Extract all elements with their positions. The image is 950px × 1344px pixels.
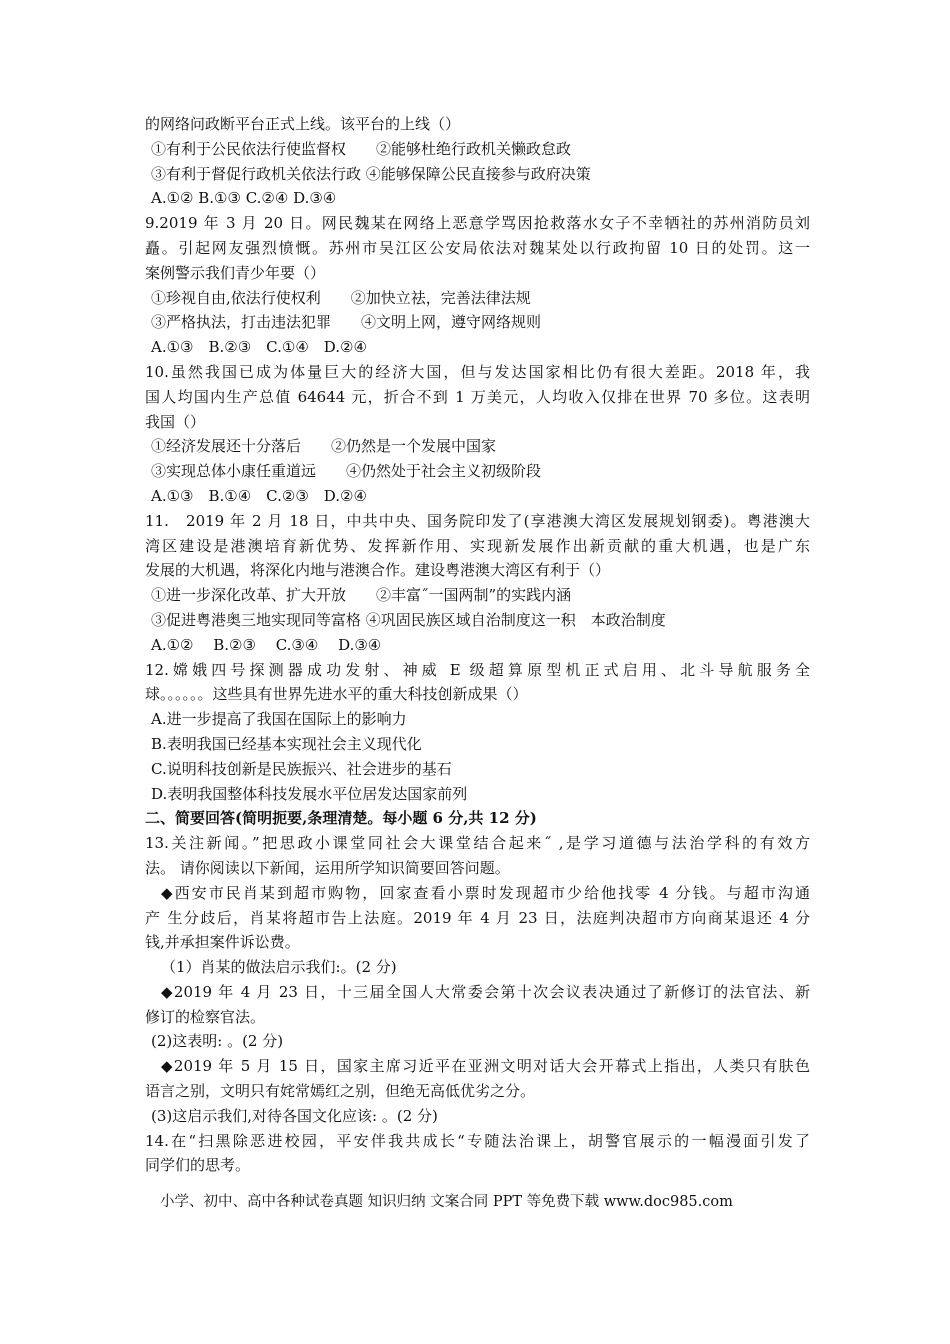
option-a: A.进一步提高了我国在国际上的影响力 bbox=[151, 710, 407, 729]
answer-choices: A.①③ B.①④ C.②③ D.②④ bbox=[151, 486, 367, 505]
answer-choices: A.①② B.①③ C.②④ D.③④ bbox=[151, 189, 337, 208]
text-line: 修订的检察官法。 bbox=[145, 1007, 266, 1026]
question-11: 11. 2019 年 2 月 18 日，中共中央、国务院印发了(享港澳大湾区发展规划钢委)。粤港澳大 bbox=[145, 511, 810, 530]
text-line: 我国（） bbox=[145, 412, 206, 431]
text-line: 矗。引起网友强烈愤慨。苏州市吴江区公安局依法对魏某处以行政拘留 10 日的处罚。这一 bbox=[145, 238, 810, 257]
text-line: 法。 请你阅读以下新闻，运用所学知识简要回答问题。 bbox=[145, 858, 510, 877]
question-9: 9.2019 年 3 月 20 日。网民魏某在网络上恶意学骂因抢救落水女子不幸牺社的苏州消防员刘 bbox=[145, 214, 810, 233]
sub-question: (2)这表明: 。(2 分) bbox=[151, 1032, 284, 1051]
option-line: ①经济发展还十分落后 ②仍然是一个发展中国家 bbox=[151, 437, 497, 456]
option-line: ③有利于督促行政机关依法行政 ④能够保障公民直接参与政府决策 bbox=[151, 164, 591, 183]
text-line: 语言之别，文明只有姹常嫣红之别，但绝无高低优劣之分。 bbox=[145, 1082, 536, 1101]
news-item: ◆2019 年 5 月 15 日，国家主席习近平在亚洲文明对话大会开幕式上指出，人类只有肤色 bbox=[161, 1057, 810, 1076]
text-line: 的网络问政断平台正式上线。该平台的上线（） bbox=[145, 115, 461, 133]
sub-question: （1）肖某的做法启示我们:。(2 分) bbox=[161, 958, 397, 977]
option-line: ①进一步深化改革、扩大开放 ②丰富˝一国两制”的实践内涵 bbox=[151, 586, 572, 605]
text-line: 国人均国内生产总值 64644 元，折合不到 1 万美元，人均收入仅排在世界 70 多位。这表明 bbox=[145, 387, 810, 406]
answer-choices: A.①② B.②③ C.③④ D.③④ bbox=[151, 635, 382, 654]
text-line: 产 生分歧后，肖某将超市告上法庭。2019 年 4 月 23 日，法庭判决超市方向商某退还 4 分 bbox=[145, 908, 810, 927]
question-14: 14.在“扫黑除恶进校园，平安伴我共成长“专随法治课上，胡警官展示的一幅漫面引发了 bbox=[145, 1131, 810, 1150]
text-line: 同学们的思考。 bbox=[145, 1156, 251, 1175]
text-line: 湾区建设是港澳培育新优势、发挥新作用、实现新发展作出新贡献的重大机遇，也是广东 bbox=[145, 536, 810, 555]
option-line: ③实现总体小康任重道远 ④仍然处于社会主义初级阶段 bbox=[151, 462, 542, 481]
text-line: 案例警示我们青少年要（） bbox=[145, 263, 326, 282]
text-line: 球。。。。。。这些具有世界先进水平的重大科技创新成果（） bbox=[145, 685, 528, 704]
option-line: ①有利于公民依法行使监督权 ②能够杜绝行政机关懒政怠政 bbox=[151, 139, 572, 158]
option-c: C.说明科技创新是民族振兴、社会进步的基石 bbox=[151, 759, 452, 778]
section-heading: 二、简要回答(简明扼要,条理清楚。每小题 6 分,共 12 分) bbox=[145, 809, 537, 828]
question-10: 10.虽然我国已成为体量巨大的经济大国，但与发达国家相比仍有很大差距。2018 年，我 bbox=[145, 362, 810, 381]
text-line: 钱,并承担案件诉讼费。 bbox=[145, 933, 300, 952]
question-12: 12.嫦娥四号探测器成功发射、神威 E 级超算原型机正式启用、北斗导航服务全 bbox=[145, 660, 810, 679]
answer-choices: A.①③ B.②③ C.①④ D.②④ bbox=[151, 338, 367, 357]
option-line: ③促进粤港奥三地实现同等富格 ④巩固民族区域自治制度这一积 本政治制度 bbox=[151, 610, 666, 629]
question-13: 13.关注新闻。”把思政小课堂同社会大课堂结合起来˝ ,是学习道德与法治学科的有效方 bbox=[145, 834, 810, 853]
option-d: D.表明我国整体科技发展水平位居发达国家前列 bbox=[151, 784, 468, 803]
document-body bbox=[145, 112, 810, 1178]
sub-question: (3)这启示我们,对待各国文化应该: 。(2 分) bbox=[151, 1106, 438, 1125]
option-line: ①珍视自由,依法行使权利 ②加快立祛，完善法律法规 bbox=[151, 288, 531, 307]
option-line: ③严格执法，打击违法犯罪 ④文明上网，遵守网络规则 bbox=[151, 313, 542, 332]
news-item: ◆2019 年 4 月 23 日，十三届全国人大常委会第十次会议表决通过了新修订的法官法、新 bbox=[161, 982, 810, 1001]
page-footer: 小学、初中、高中各种试卷真题 知识归纳 文案合同 PPT 等免费下载 www.doc985.com bbox=[160, 1194, 733, 1210]
text-line: 发展的大机遇，将深化内地与港澳合作。建设粤港澳大湾区有利于（） bbox=[145, 561, 611, 580]
news-item: ◆西安市民肖某到超市购物，回家查看小票时发现超市少给他找零 4 分钱。与超市沟通 bbox=[161, 883, 810, 902]
option-b: B.表明我国已经基本实现社会主义现代化 bbox=[151, 734, 422, 753]
